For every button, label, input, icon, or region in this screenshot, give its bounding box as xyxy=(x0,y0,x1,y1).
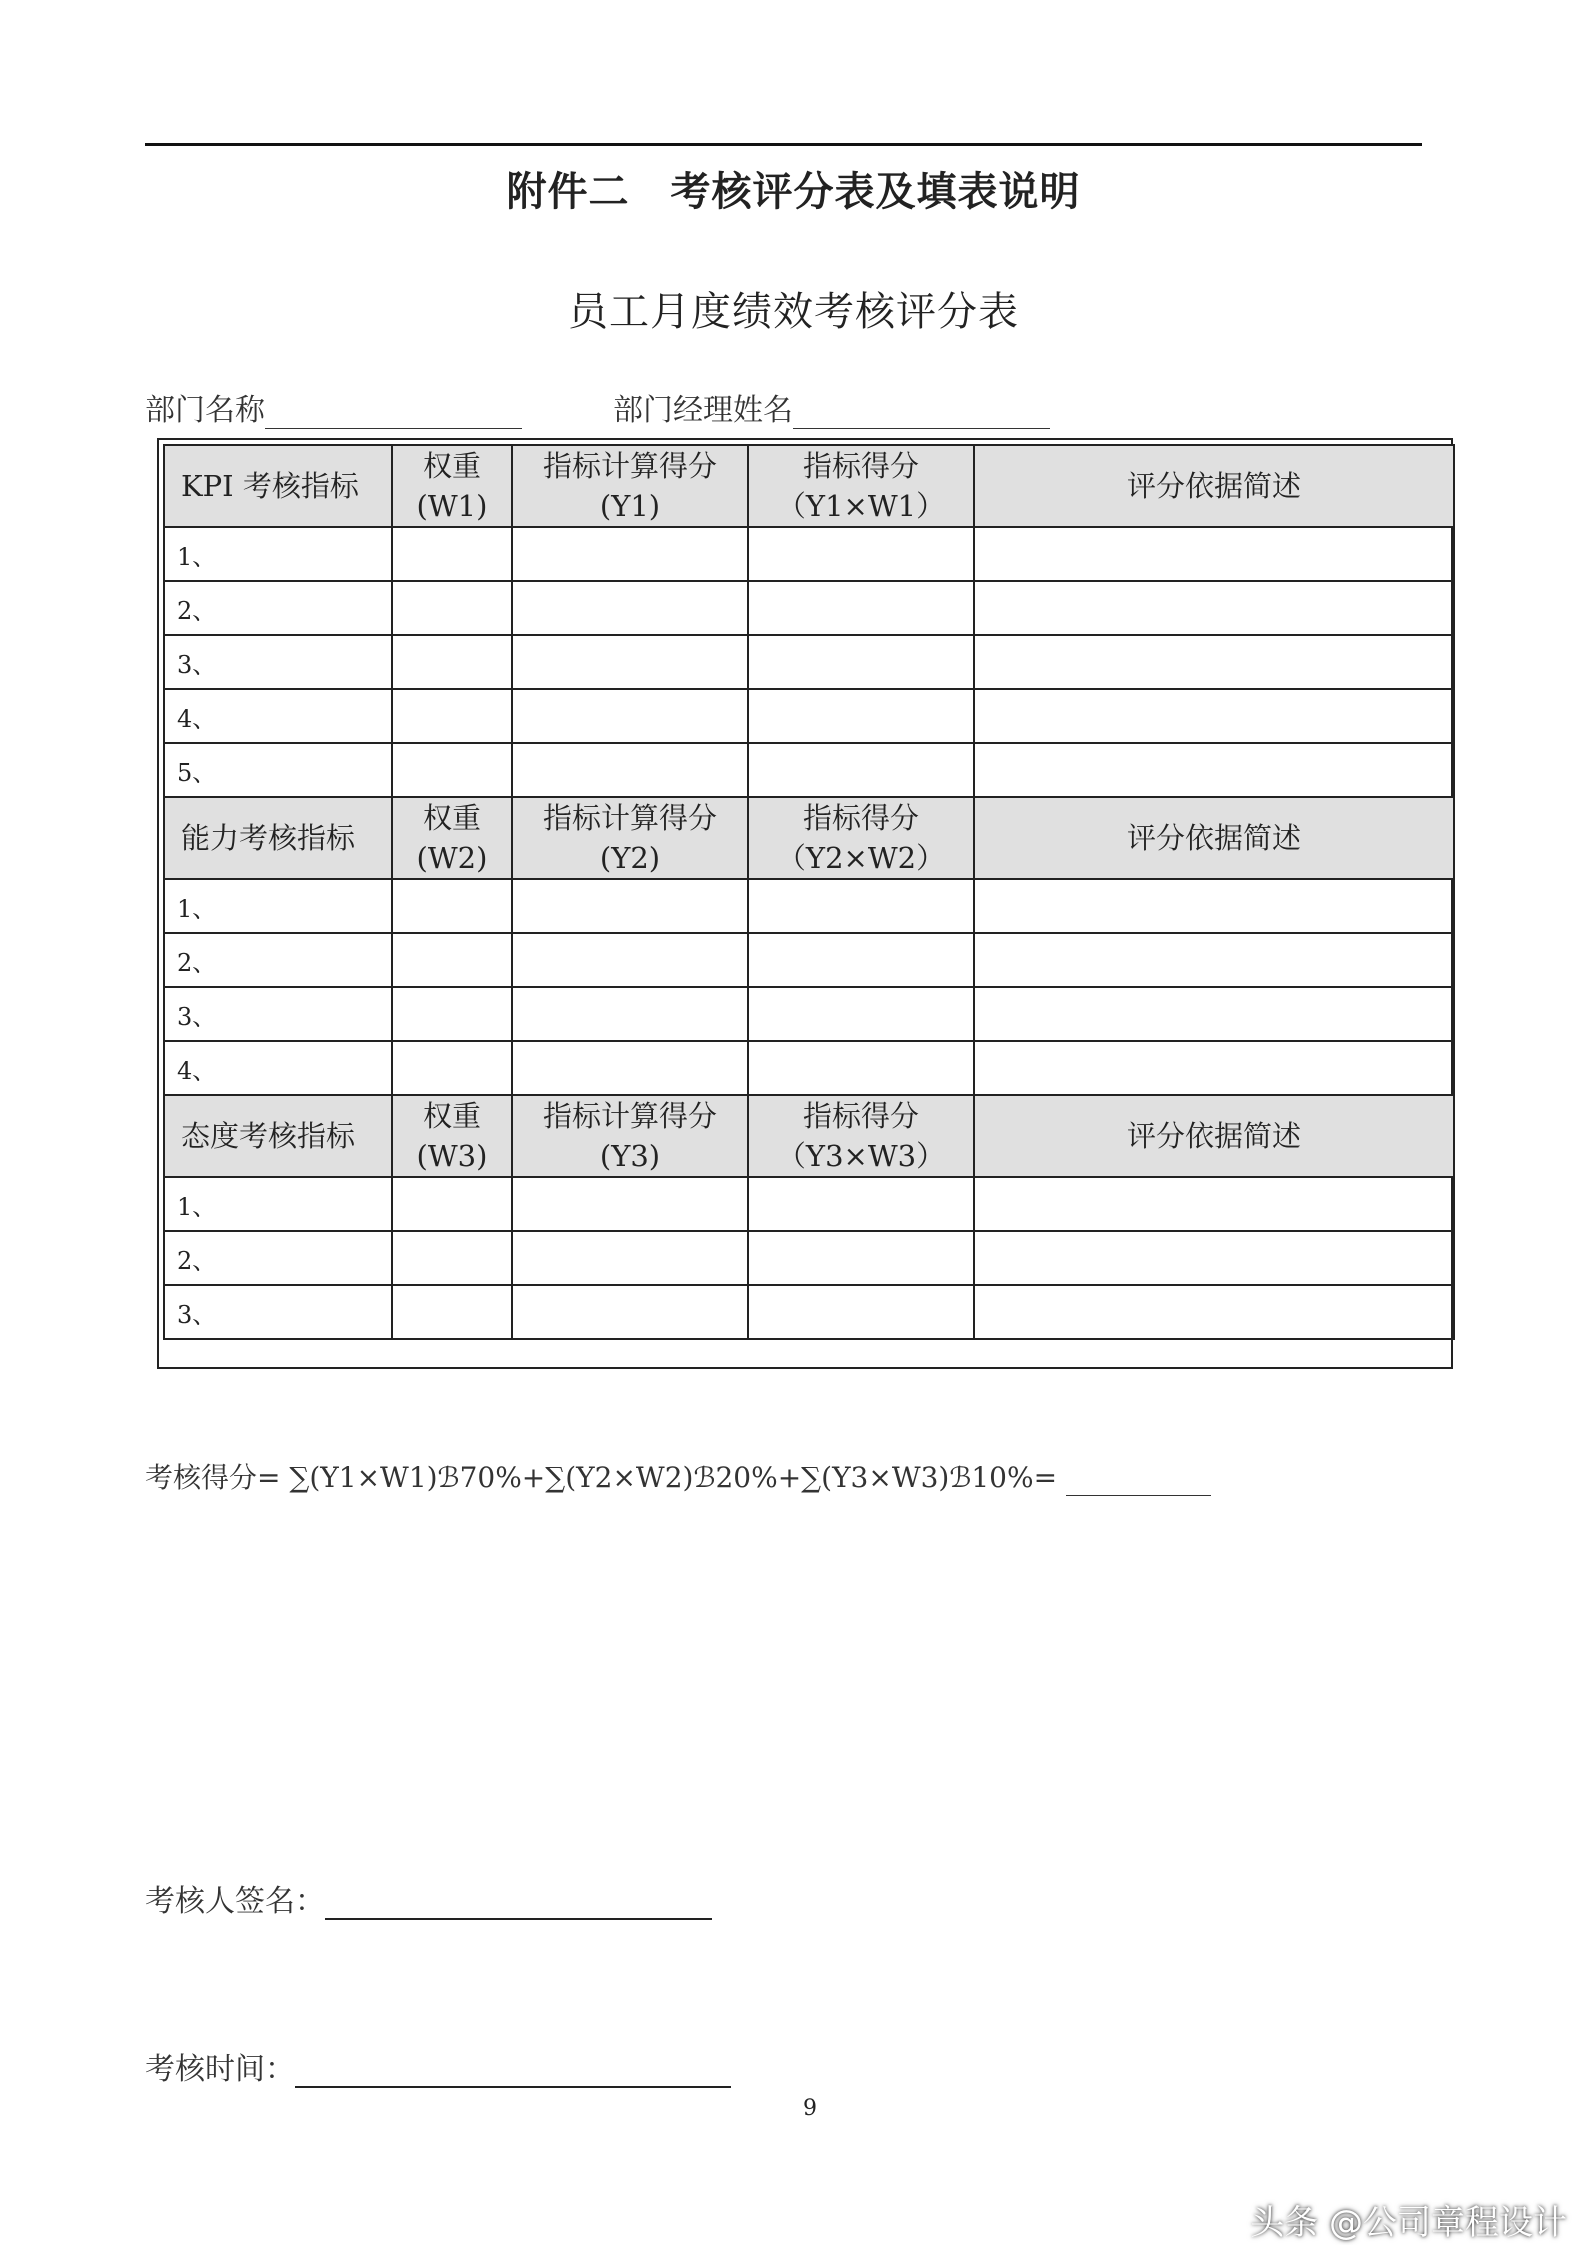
basis-cell[interactable] xyxy=(974,581,1454,635)
review-time-field xyxy=(145,2044,731,2088)
row-number: 4、 xyxy=(164,689,392,743)
formula-text: 考核得分= ∑(Y1×W1)ℬ70%+∑(Y2×W2)ℬ20%+∑(Y3×W3)ℬ10%= xyxy=(145,1461,1066,1494)
reviewer-signature-field xyxy=(145,1876,712,1920)
row-number: 3、 xyxy=(164,987,392,1041)
table-row xyxy=(164,1041,1454,1095)
row-number: 2、 xyxy=(164,1231,392,1285)
row-number: 3、 xyxy=(164,1285,392,1339)
weight-cell[interactable] xyxy=(392,1041,512,1095)
table-row xyxy=(164,1285,1454,1339)
review-time-label: 考核时间： xyxy=(145,2052,295,2087)
header-basis: 评分依据简述 xyxy=(974,445,1454,527)
score-cell[interactable] xyxy=(748,1285,974,1339)
basis-cell[interactable] xyxy=(974,635,1454,689)
manager-name-blank[interactable] xyxy=(793,398,1050,429)
basis-cell[interactable] xyxy=(974,987,1454,1041)
section-header-row xyxy=(164,445,1454,527)
page-number: 9 xyxy=(803,2096,817,2121)
table-row xyxy=(164,1231,1454,1285)
basis-cell[interactable] xyxy=(974,1041,1454,1095)
basis-cell[interactable] xyxy=(974,527,1454,581)
calc-score-cell[interactable] xyxy=(512,1285,748,1339)
header-basis: 评分依据简述 xyxy=(974,1095,1454,1177)
calc-score-cell[interactable] xyxy=(512,743,748,797)
reviewer-signature-label: 考核人签名： xyxy=(145,1884,325,1919)
weight-cell[interactable] xyxy=(392,527,512,581)
row-number: 2、 xyxy=(164,933,392,987)
calc-score-cell[interactable] xyxy=(512,933,748,987)
section-header-row xyxy=(164,1095,1454,1177)
manager-name-field xyxy=(613,385,1050,429)
row-number: 1、 xyxy=(164,879,392,933)
dept-name-blank[interactable] xyxy=(265,398,522,429)
table-row xyxy=(164,987,1454,1041)
weight-cell[interactable] xyxy=(392,1285,512,1339)
calc-score-cell[interactable] xyxy=(512,879,748,933)
weight-cell[interactable] xyxy=(392,1177,512,1231)
weight-cell[interactable] xyxy=(392,743,512,797)
calc-score-cell[interactable] xyxy=(512,1231,748,1285)
total-score-blank[interactable] xyxy=(1066,1465,1211,1496)
dept-name-field xyxy=(145,385,522,429)
calc-score-cell[interactable] xyxy=(512,1177,748,1231)
reviewer-signature-blank[interactable] xyxy=(325,1886,712,1920)
header-weight: 权重 (W3) xyxy=(392,1095,512,1177)
table-row xyxy=(164,689,1454,743)
header-indicator: KPI 考核指标 xyxy=(164,445,392,527)
header-score: 指标得分 （Y2×W2） xyxy=(748,797,974,879)
weight-cell[interactable] xyxy=(392,879,512,933)
watermark: 头条 @公司章程设计 xyxy=(1250,2203,1567,2243)
weight-cell[interactable] xyxy=(392,581,512,635)
calc-score-cell[interactable] xyxy=(512,987,748,1041)
score-cell[interactable] xyxy=(748,987,974,1041)
table-row xyxy=(164,743,1454,797)
table-row xyxy=(164,581,1454,635)
basis-cell[interactable] xyxy=(974,879,1454,933)
score-cell[interactable] xyxy=(748,581,974,635)
calc-score-cell[interactable] xyxy=(512,635,748,689)
weight-cell[interactable] xyxy=(392,635,512,689)
score-cell[interactable] xyxy=(748,1231,974,1285)
section-header-row xyxy=(164,797,1454,879)
header-indicator: 能力考核指标 xyxy=(164,797,392,879)
header-weight: 权重 (W1) xyxy=(392,445,512,527)
header-score: 指标得分 （Y3×W3） xyxy=(748,1095,974,1177)
table-row xyxy=(164,1177,1454,1231)
manager-name-label: 部门经理姓名 xyxy=(613,393,793,428)
row-number: 3、 xyxy=(164,635,392,689)
table-row xyxy=(164,933,1454,987)
table-row xyxy=(164,879,1454,933)
weight-cell[interactable] xyxy=(392,1231,512,1285)
table-row xyxy=(164,635,1454,689)
calc-score-cell[interactable] xyxy=(512,527,748,581)
header-indicator: 态度考核指标 xyxy=(164,1095,392,1177)
calc-score-cell[interactable] xyxy=(512,689,748,743)
header-calc-score: 指标计算得分 (Y1) xyxy=(512,445,748,527)
dept-name-label: 部门名称 xyxy=(145,393,265,428)
weight-cell[interactable] xyxy=(392,689,512,743)
basis-cell[interactable] xyxy=(974,933,1454,987)
weight-cell[interactable] xyxy=(392,933,512,987)
header-weight: 权重 (W2) xyxy=(392,797,512,879)
attachment-title: 附件二 考核评分表及填表说明 xyxy=(506,168,1081,215)
header-score: 指标得分 （Y1×W1） xyxy=(748,445,974,527)
score-cell[interactable] xyxy=(748,1177,974,1231)
row-number: 2、 xyxy=(164,581,392,635)
appraisal-table xyxy=(163,444,1455,1340)
score-cell[interactable] xyxy=(748,635,974,689)
score-cell[interactable] xyxy=(748,689,974,743)
calc-score-cell[interactable] xyxy=(512,581,748,635)
table-row xyxy=(164,527,1454,581)
formula-line xyxy=(145,1456,1211,1496)
row-number: 5、 xyxy=(164,743,392,797)
header-calc-score: 指标计算得分 (Y2) xyxy=(512,797,748,879)
score-cell[interactable] xyxy=(748,527,974,581)
calc-score-cell[interactable] xyxy=(512,1041,748,1095)
review-time-blank[interactable] xyxy=(295,2054,731,2088)
header-calc-score: 指标计算得分 (Y3) xyxy=(512,1095,748,1177)
header-basis: 评分依据简述 xyxy=(974,797,1454,879)
basis-cell[interactable] xyxy=(974,1231,1454,1285)
row-number: 1、 xyxy=(164,527,392,581)
weight-cell[interactable] xyxy=(392,987,512,1041)
basis-cell[interactable] xyxy=(974,743,1454,797)
form-title: 员工月度绩效考核评分表 xyxy=(568,289,1019,335)
score-cell[interactable] xyxy=(748,933,974,987)
top-rule xyxy=(145,143,1422,146)
row-number: 1、 xyxy=(164,1177,392,1231)
score-cell[interactable] xyxy=(748,1041,974,1095)
basis-cell[interactable] xyxy=(974,689,1454,743)
score-cell[interactable] xyxy=(748,743,974,797)
row-number: 4、 xyxy=(164,1041,392,1095)
basis-cell[interactable] xyxy=(974,1177,1454,1231)
score-cell[interactable] xyxy=(748,879,974,933)
basis-cell[interactable] xyxy=(974,1285,1454,1339)
